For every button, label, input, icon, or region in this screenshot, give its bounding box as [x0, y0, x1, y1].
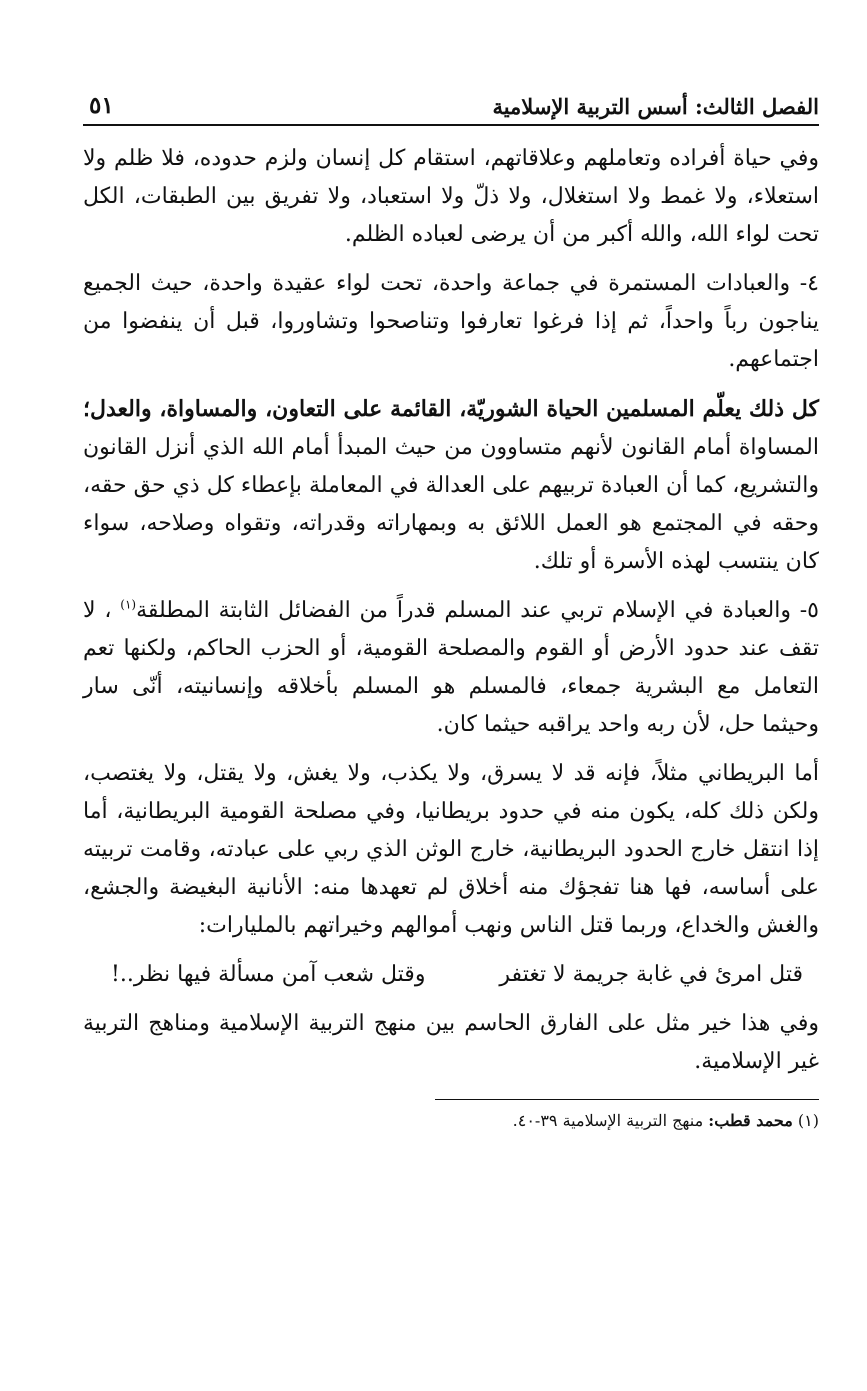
footnote	[83, 1106, 819, 1136]
closing-paragraph	[83, 1005, 819, 1081]
paragraph-4	[83, 592, 819, 744]
footnote-text: منهج التربية الإسلامية ٣٩-٤٠.	[512, 1111, 704, 1130]
paragraph-bold-lead: كل ذلك يعلّم المسلمين الحياة الشوريّة، القائمة على التعاون، والمساواة، والعدل؛	[83, 396, 819, 422]
paragraph-text: أما البريطاني مثلاً، فإنه قد لا يسرق، ولا يكذب، ولا يغش، ولا يقتل، ولا يغتصب، ولكن ذلك كله، يكون منه في حدود بريطانيا، وفي مصلحة القومية البريطانية، أما إذا انتقل خارج الحدود البريطانية، خارج الوثن الذي ربي على عبادته، وقامت تربيته على أساسه، فها هنا تفجؤك منه أخلاق لم تعهدها منه: الأنانية البغيضة والجشع، والغش والخداع، وربما قتل الناس ونهب أموالهم وخيراتهم بالمليارات:	[83, 761, 819, 938]
paragraph-1	[83, 140, 819, 254]
page-number: ٥١	[89, 92, 114, 119]
paragraph-text: ٤- والعبادات المستمرة في جماعة واحدة، تحت لواء عقيدة واحدة، حيث الجميع يناجون رباً واحداً، ثم إذا فرغوا تعارفوا وتناصحوا وتشاوروا، قبل أن ينفضوا من اجتماعهم.	[83, 271, 819, 372]
paragraph-text: وفي هذا خير مثل على الفارق الحاسم بين منهج التربية الإسلامية ومناهج التربية غير الإسلامية.	[83, 1011, 819, 1074]
paragraph-text: المساواة أمام القانون لأنهم متساوون من حيث المبدأ أمام الله الذي أنزل القانون والتشريع، كما أن العبادة تربيهم على العدالة في المعاملة بإعطاء كل ذي حق حقه، وحقه في المجتمع هو العمل اللائق به وبمهاراته وقدراته، وتقواه وصلاحه، سواء كان ينتسب لهذه الأسرة أو تلك.	[83, 435, 819, 574]
paragraph-3	[83, 390, 819, 581]
footnote-author: محمد قطب:	[708, 1111, 793, 1130]
paragraph-text: ، لا تقف عند حدود الأرض أو القوم والمصلحة القومية، أو الحزب الحاكم، ولكنها تعم التعامل مع البشرية جمعاء، فالمسلم هو المسلم بأخلاقه وإنسانيته، أنّى سار وحيثما حل، لأن ربه واحد يراقبه حيثما كان.	[83, 598, 819, 737]
paragraph-text: وفي حياة أفراده وتعاملهم وعلاقاتهم، استقام كل إنسان ولزم حدوده، فلا ظلم ولا استعلاء، ولا غمط ولا استغلال، ولا ذلّ ولا استعباد، ولا تفريق بين الطبقات، الكل تحت لواء الله، والله أكبر من أن يرضى لعباده الظلم.	[83, 146, 819, 247]
verse-first-hemistich: قتل امرئ في غابة جريمة لا تغتفر	[499, 962, 803, 987]
chapter-title: الفصل الثالث: أسس التربية الإسلامية	[492, 94, 819, 119]
paragraph-2	[83, 265, 819, 379]
footnote-divider	[435, 1099, 819, 1100]
paragraph-text: ٥- والعبادة في الإسلام تربي عند المسلم قدراً من الفضائل الثابتة المطلقة	[136, 598, 819, 623]
poetry-verse	[111, 956, 803, 994]
verse-second-hemistich: وقتل شعب آمن مسألة فيها نظر..!	[111, 962, 426, 987]
page-header	[83, 86, 819, 126]
footnote-number: (١)	[797, 1111, 819, 1130]
footnote-reference[interactable]: (١)	[120, 597, 137, 612]
paragraph-5	[83, 755, 819, 945]
page-body	[83, 140, 819, 1136]
